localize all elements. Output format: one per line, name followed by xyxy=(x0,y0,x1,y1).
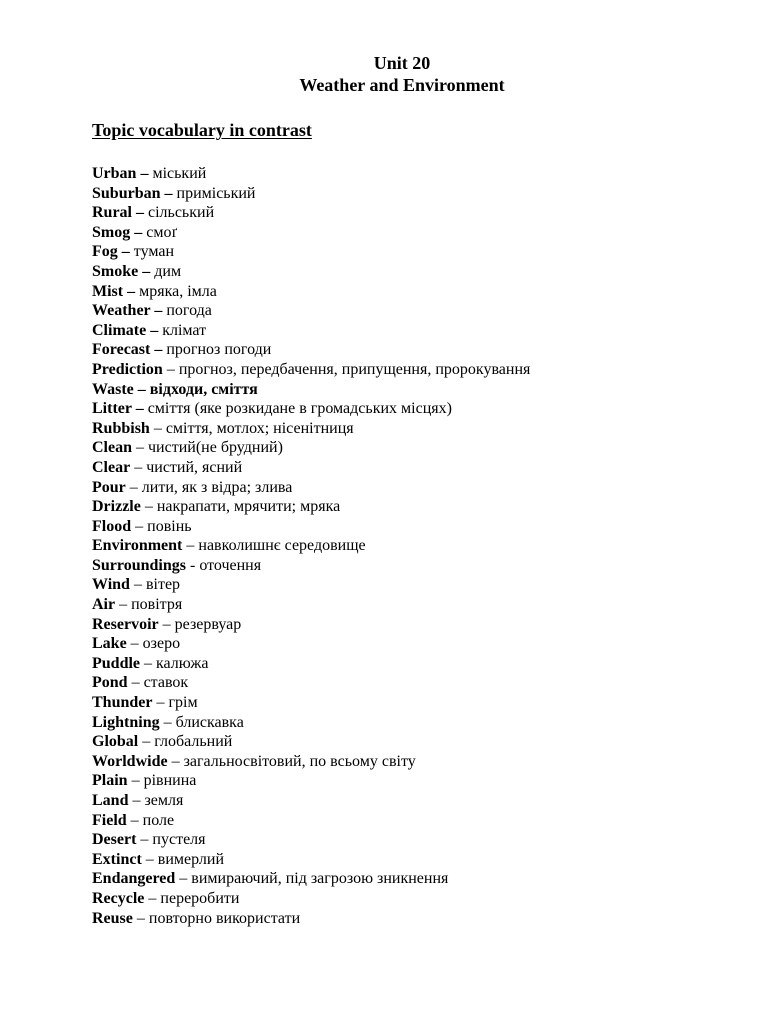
vocab-separator: – xyxy=(130,458,147,476)
vocab-entry xyxy=(92,360,748,380)
vocab-entry xyxy=(92,301,748,321)
vocab-term: Forecast xyxy=(92,341,151,359)
vocab-definition: відходи, сміття xyxy=(149,380,258,398)
vocab-entry xyxy=(92,869,748,889)
vocab-term: Waste xyxy=(92,380,134,398)
vocab-entry xyxy=(92,536,748,556)
vocab-entry xyxy=(92,771,748,791)
vocab-separator: – xyxy=(132,909,149,927)
vocab-definition: загальносвітовий, по всьому світу xyxy=(183,752,416,770)
vocab-term: Rural xyxy=(92,204,132,222)
vocab-entry xyxy=(92,909,748,929)
unit-number: Unit 20 xyxy=(373,53,431,73)
vocab-term: Suburban xyxy=(92,184,161,202)
vocab-entry xyxy=(92,791,748,811)
vocab-entry xyxy=(92,321,748,341)
vocab-entry xyxy=(92,223,748,243)
vocab-term: Fog xyxy=(92,243,118,261)
vocab-definition: чистий, ясний xyxy=(146,458,243,476)
vocab-separator: – xyxy=(150,341,167,359)
vocab-term: Rubbish xyxy=(92,419,150,437)
vocab-term: Climate xyxy=(92,321,147,339)
vocab-entry xyxy=(92,399,748,419)
vocab-term: Puddle xyxy=(92,654,141,672)
vocabulary-list xyxy=(92,164,748,928)
vocab-entry xyxy=(92,673,748,693)
vocab-definition: смоґ xyxy=(146,223,178,241)
vocab-definition: дим xyxy=(154,262,182,280)
vocab-term: Lake xyxy=(92,635,127,653)
vocab-definition: ставок xyxy=(143,674,189,692)
vocab-entry xyxy=(92,654,748,674)
vocab-definition: вітер xyxy=(145,576,181,594)
vocab-term: Urban xyxy=(92,165,137,182)
vocab-definition: прогноз, передбачення, припущення, пророкування xyxy=(178,360,531,378)
vocab-entry xyxy=(92,478,748,498)
vocab-separator: – xyxy=(140,498,157,516)
vocab-term: Extinct xyxy=(92,850,142,868)
vocab-separator: – xyxy=(158,615,175,633)
vocab-separator: – xyxy=(182,537,199,555)
vocab-definition: туман xyxy=(133,243,175,261)
vocab-separator: – xyxy=(127,772,144,790)
vocab-definition: рівнина xyxy=(143,772,197,790)
vocab-definition: вимираючий, під загрозою зникнення xyxy=(191,870,449,888)
vocab-term: Field xyxy=(92,811,127,829)
vocab-definition: резервуар xyxy=(174,615,242,633)
vocab-entry xyxy=(92,517,748,537)
vocab-definition: погода xyxy=(166,302,212,320)
vocab-separator: – xyxy=(136,165,153,182)
vocab-definition: вимерлий xyxy=(157,850,225,868)
vocab-term: Clear xyxy=(92,458,131,476)
vocab-separator: – xyxy=(141,850,158,868)
vocab-separator: – xyxy=(150,302,167,320)
vocab-entry xyxy=(92,732,748,752)
vocab-entry xyxy=(92,419,748,439)
vocab-separator: – xyxy=(162,360,179,378)
vocab-entry xyxy=(92,242,748,262)
vocab-definition: накрапати, мрячити; мряка xyxy=(156,498,341,516)
vocab-definition: лити, як з відра; злива xyxy=(141,478,293,496)
vocab-term: Clean xyxy=(92,439,132,457)
vocab-definition: поле xyxy=(142,811,175,829)
vocab-separator: – xyxy=(123,282,140,300)
vocab-entry xyxy=(92,713,748,733)
vocab-term: Land xyxy=(92,792,129,809)
vocab-definition: повітря xyxy=(131,596,183,614)
vocab-separator: – xyxy=(175,870,192,888)
vocab-definition: оточення xyxy=(199,556,262,574)
vocab-separator: – xyxy=(133,380,150,398)
vocab-entry xyxy=(92,438,748,458)
vocab-term: Global xyxy=(92,733,139,751)
vocab-separator: – xyxy=(125,478,142,496)
vocab-definition: блискавка xyxy=(175,713,244,731)
vocab-separator: – xyxy=(144,889,161,907)
vocab-term: Recycle xyxy=(92,889,145,907)
vocab-separator: – xyxy=(131,400,148,418)
vocab-separator: – xyxy=(128,792,145,809)
vocab-definition: сільський xyxy=(148,204,215,222)
vocab-definition: переробити xyxy=(160,889,240,907)
vocab-definition: мряка, імла xyxy=(139,282,217,300)
vocab-term: Reuse xyxy=(92,909,133,927)
vocab-entry xyxy=(92,262,748,282)
vocab-term: Endangered xyxy=(92,870,176,888)
vocab-entry xyxy=(92,282,748,302)
vocab-separator: – xyxy=(131,517,148,535)
vocab-term: Prediction xyxy=(92,360,163,378)
vocab-definition: чистий(не брудний) xyxy=(148,439,283,457)
vocab-definition: повторно використати xyxy=(148,909,301,927)
vocab-term: Plain xyxy=(92,772,128,790)
page-title: Weather and Environment xyxy=(299,75,505,95)
vocab-definition: приміський xyxy=(176,184,256,202)
vocab-separator: – xyxy=(136,831,153,849)
vocab-separator: - xyxy=(185,556,200,574)
vocab-entry xyxy=(92,458,748,478)
vocab-term: Mist xyxy=(92,282,124,300)
vocab-entry xyxy=(92,752,748,772)
vocab-definition: глобальний xyxy=(154,733,233,751)
vocab-term: Desert xyxy=(92,831,137,849)
vocab-entry xyxy=(92,340,748,360)
vocab-definition: клімат xyxy=(162,321,207,339)
vocab-definition: земля xyxy=(144,792,184,809)
vocab-entry xyxy=(92,634,748,654)
vocab-entry xyxy=(92,811,748,831)
vocab-definition: навколишнє середовище xyxy=(198,537,366,555)
vocab-separator: – xyxy=(132,204,148,222)
vocab-separator: – xyxy=(132,439,148,457)
vocab-separator: – xyxy=(129,576,146,594)
vocab-term: Drizzle xyxy=(92,498,141,516)
vocab-term: Smog xyxy=(92,223,131,241)
vocab-separator: – xyxy=(130,223,147,241)
vocab-term: Air xyxy=(92,596,116,614)
vocab-term: Pond xyxy=(92,674,128,692)
vocab-entry xyxy=(92,497,748,517)
vocab-term: Lightning xyxy=(92,713,160,731)
vocab-term: Wind xyxy=(92,576,130,594)
vocab-term: Weather xyxy=(92,302,151,320)
vocab-definition: озеро xyxy=(142,635,181,653)
vocab-entry xyxy=(92,595,748,615)
vocab-definition: пустеля xyxy=(152,831,206,849)
vocab-separator: – xyxy=(149,419,166,437)
vocab-entry xyxy=(92,164,748,184)
vocab-entry xyxy=(92,889,748,909)
vocab-entry xyxy=(92,830,748,850)
vocab-term: Flood xyxy=(92,517,132,535)
vocab-entry xyxy=(92,693,748,713)
section-heading: Topic vocabulary in contrast xyxy=(92,120,312,140)
vocab-separator: – xyxy=(140,654,157,672)
vocab-term: Thunder xyxy=(92,694,153,712)
vocab-separator: – xyxy=(160,184,177,202)
vocab-entry xyxy=(92,184,748,204)
vocab-term: Environment xyxy=(92,537,183,555)
vocab-separator: – xyxy=(126,811,143,829)
vocab-separator: – xyxy=(146,321,163,339)
vocab-separator: – xyxy=(167,752,184,770)
vocab-separator: – xyxy=(115,596,132,614)
vocab-definition: міський xyxy=(152,165,207,182)
vocab-separator: – xyxy=(138,733,155,751)
vocab-separator: – xyxy=(127,674,144,692)
vocab-definition: сміття (яке розкидане в громадських місцях) xyxy=(147,400,452,418)
vocab-entry xyxy=(92,615,748,635)
vocab-definition: прогноз погоди xyxy=(166,341,272,359)
vocab-entry xyxy=(92,575,748,595)
vocab-entry xyxy=(92,380,748,400)
vocab-term: Surroundings xyxy=(92,556,186,574)
vocab-definition: грім xyxy=(168,694,198,712)
vocab-entry xyxy=(92,203,748,223)
vocab-definition: калюжа xyxy=(156,654,209,672)
vocab-definition: повінь xyxy=(147,517,192,535)
vocab-entry xyxy=(92,556,748,576)
vocab-term: Litter xyxy=(92,400,132,418)
vocab-definition: сміття, мотлох; нісенітниця xyxy=(165,419,354,437)
vocab-term: Smoke xyxy=(92,262,139,280)
vocab-separator: – xyxy=(126,635,143,653)
vocab-separator: – xyxy=(138,262,155,280)
vocab-separator: – xyxy=(159,713,176,731)
vocab-separator: – xyxy=(152,694,169,712)
vocab-term: Pour xyxy=(92,478,126,496)
vocab-separator: – xyxy=(117,243,134,261)
vocab-entry xyxy=(92,850,748,870)
vocab-term: Reservoir xyxy=(92,615,159,633)
vocab-term: Worldwide xyxy=(92,752,168,770)
